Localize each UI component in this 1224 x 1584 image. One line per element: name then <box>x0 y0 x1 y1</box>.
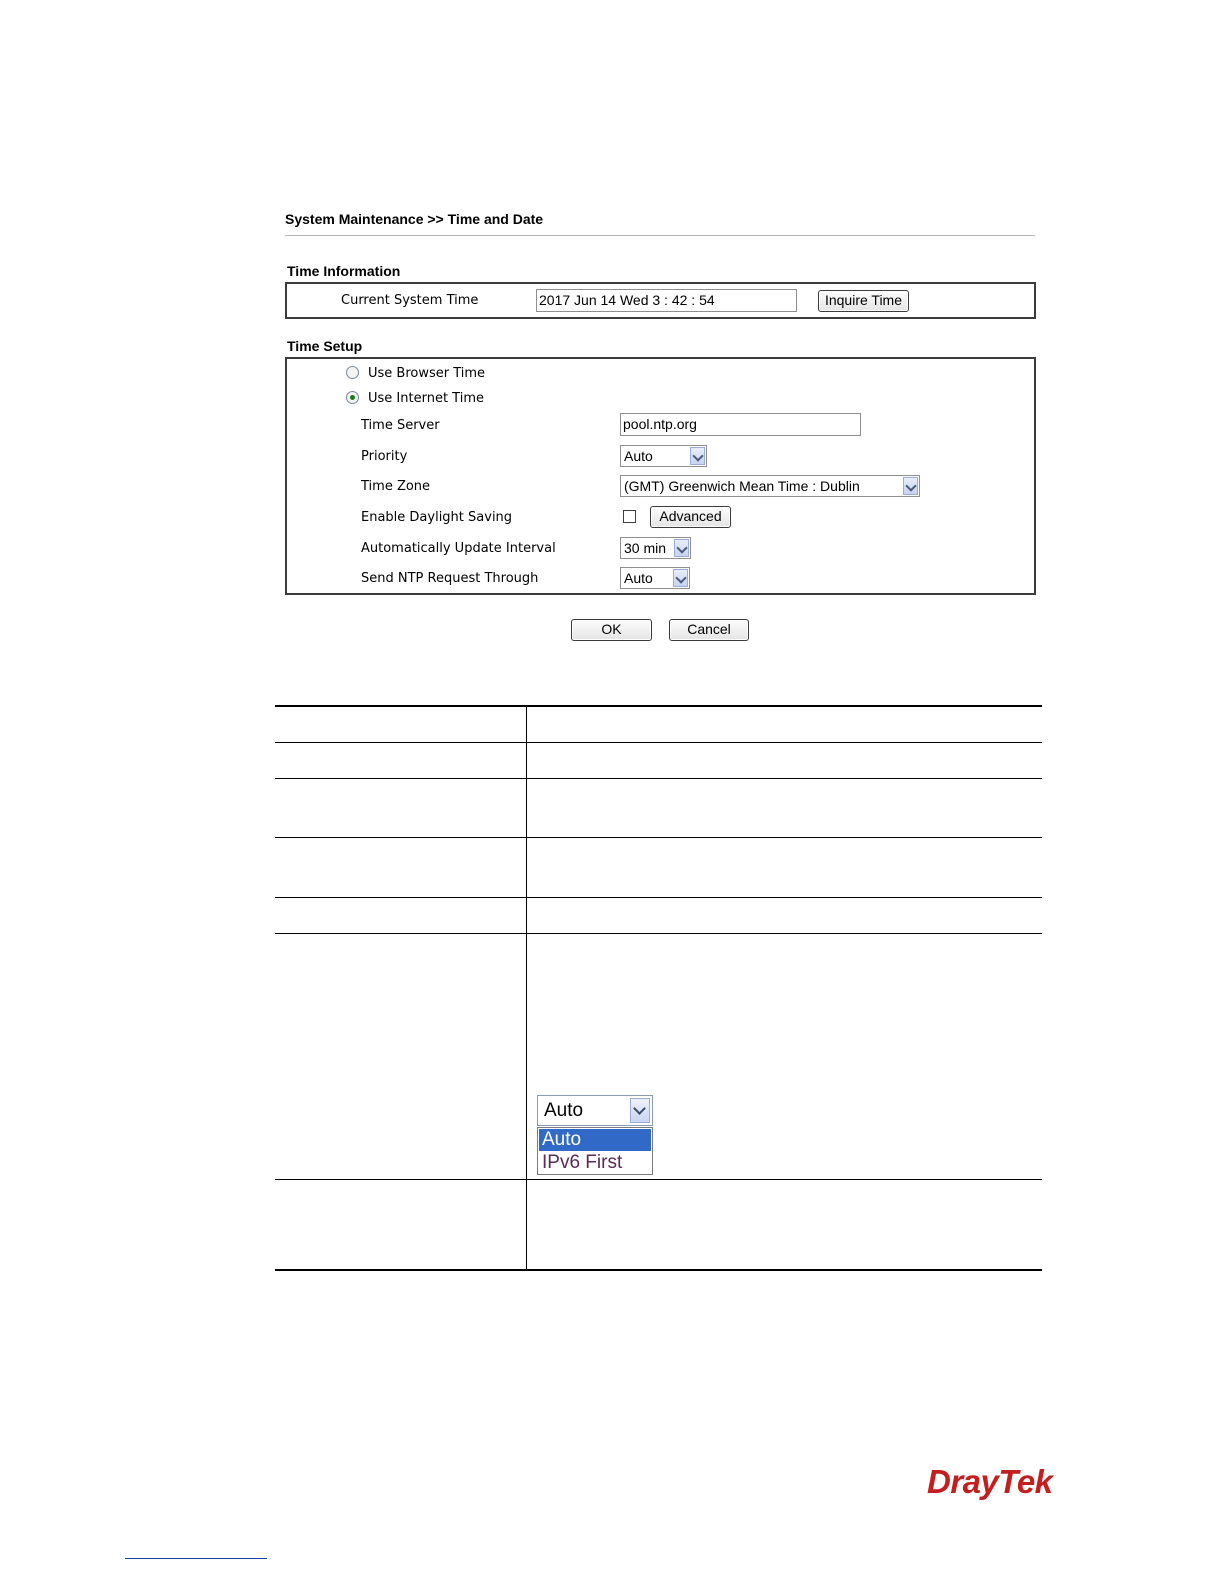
breadcrumb-divider <box>285 235 1035 236</box>
chevron-down-icon <box>630 1098 650 1123</box>
dropdown-selected-value: Auto <box>544 1100 584 1121</box>
table-row-divider <box>275 742 1042 743</box>
advanced-button[interactable]: Advanced <box>650 506 731 528</box>
table-top-rule <box>275 705 1042 707</box>
update-interval-select[interactable] <box>620 537 691 559</box>
time-setup-title: Time Setup <box>287 338 363 354</box>
ok-button[interactable]: OK <box>571 619 652 641</box>
table-row-divider <box>275 1179 1042 1180</box>
cancel-button[interactable]: Cancel <box>669 619 749 641</box>
dropdown-options-list <box>537 1127 653 1175</box>
table-row-divider <box>275 778 1042 779</box>
use-internet-time-radio[interactable] <box>346 391 359 404</box>
update-interval-select-value: 30 min <box>624 540 667 556</box>
daylight-saving-label: Enable Daylight Saving <box>361 510 513 525</box>
chevron-down-icon <box>674 539 689 557</box>
footer-link-underline <box>125 1558 267 1559</box>
time-information-title: Time Information <box>287 263 401 279</box>
table-row-divider <box>275 837 1042 838</box>
daylight-saving-checkbox[interactable] <box>623 510 636 523</box>
inquire-time-button[interactable]: Inquire Time <box>818 290 909 312</box>
ntp-request-through-select-value: Auto <box>624 570 653 586</box>
table-row-divider <box>275 933 1042 934</box>
time-information-panel <box>285 282 1036 319</box>
time-zone-label: Time Zone <box>361 479 431 494</box>
use-browser-time-radio[interactable] <box>346 366 359 379</box>
dropdown-closed-field[interactable] <box>537 1095 653 1126</box>
use-browser-time-label: Use Browser Time <box>368 366 486 381</box>
time-zone-select-value: (GMT) Greenwich Mean Time : Dublin <box>624 478 860 494</box>
chevron-down-icon <box>903 477 918 495</box>
current-system-time-label: Current System Time <box>341 293 479 308</box>
time-zone-select[interactable] <box>620 475 920 497</box>
chevron-down-icon <box>673 569 688 587</box>
table-bottom-rule <box>275 1269 1042 1271</box>
ntp-through-dropdown-illustration <box>537 1095 653 1175</box>
draytek-logo: DrayTek <box>927 1463 1053 1500</box>
priority-select[interactable] <box>620 445 707 467</box>
table-row-divider <box>275 897 1042 898</box>
priority-label: Priority <box>361 449 408 464</box>
time-server-label: Time Server <box>361 418 440 433</box>
use-internet-time-label: Use Internet Time <box>368 391 484 406</box>
table-column-divider <box>526 706 527 1270</box>
priority-select-value: Auto <box>624 448 653 464</box>
ntp-request-through-label: Send NTP Request Through <box>361 571 539 586</box>
time-server-input[interactable]: pool.ntp.org <box>620 413 861 436</box>
dropdown-option-auto[interactable]: Auto <box>539 1129 651 1151</box>
dropdown-option-ipv6-first[interactable]: IPv6 First <box>542 1152 623 1173</box>
ntp-request-through-select[interactable] <box>620 567 690 589</box>
time-setup-panel <box>285 357 1036 595</box>
current-system-time-field[interactable]: 2017 Jun 14 Wed 3 : 42 : 54 <box>536 289 797 312</box>
update-interval-label: Automatically Update Interval <box>361 541 556 556</box>
breadcrumb: System Maintenance >> Time and Date <box>285 211 544 227</box>
chevron-down-icon <box>690 447 705 465</box>
